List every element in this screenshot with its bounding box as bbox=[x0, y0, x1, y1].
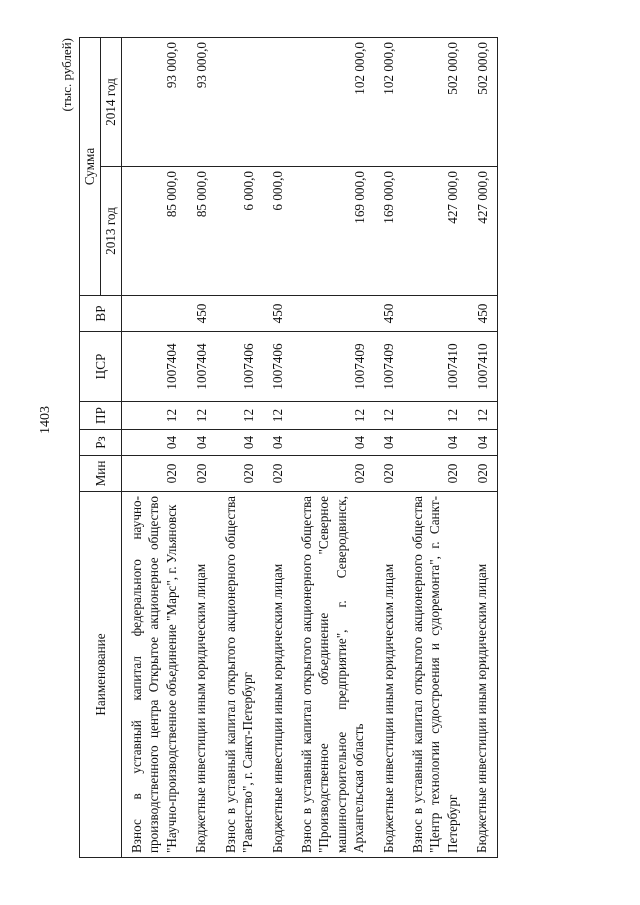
row-vr bbox=[403, 296, 467, 332]
row-pr: 12 bbox=[467, 402, 497, 430]
row-min: 020 bbox=[122, 456, 187, 492]
row-vr: 450 bbox=[186, 296, 215, 332]
row-vr bbox=[216, 296, 263, 332]
header-sum: Сумма bbox=[80, 38, 101, 296]
row-amount-2013: 169 000,0 bbox=[292, 167, 374, 296]
row-min: 020 bbox=[263, 456, 292, 492]
table-row bbox=[467, 38, 497, 858]
row-rz: 04 bbox=[186, 430, 215, 456]
table-row bbox=[374, 38, 403, 858]
row-vr bbox=[292, 296, 374, 332]
row-amount-2014: 93 000,0 bbox=[122, 38, 187, 167]
row-amount-2014: 93 000,0 bbox=[186, 38, 215, 167]
row-csr: 1007409 bbox=[292, 332, 374, 402]
row-name: Бюджетные инвестиции иным юридическим лицам bbox=[263, 492, 292, 858]
header-2013: 2013 год bbox=[101, 167, 122, 296]
row-csr: 1007409 bbox=[374, 332, 403, 402]
header-min: Мин bbox=[80, 456, 122, 492]
row-rz: 04 bbox=[403, 430, 467, 456]
row-name: Бюджетные инвестиции иным юридическим лицам bbox=[186, 492, 215, 858]
row-rz: 04 bbox=[216, 430, 263, 456]
row-min: 020 bbox=[292, 456, 374, 492]
row-csr: 1007406 bbox=[263, 332, 292, 402]
row-pr: 12 bbox=[122, 402, 187, 430]
row-vr: 450 bbox=[263, 296, 292, 332]
budget-table-rotated bbox=[59, 38, 549, 858]
row-vr bbox=[122, 296, 187, 332]
row-min: 020 bbox=[186, 456, 215, 492]
row-csr: 1007404 bbox=[186, 332, 215, 402]
table-body bbox=[122, 38, 498, 858]
row-pr: 12 bbox=[263, 402, 292, 430]
row-rz: 04 bbox=[467, 430, 497, 456]
row-amount-2014: 502 000,0 bbox=[403, 38, 467, 167]
row-amount-2013: 6 000,0 bbox=[216, 167, 263, 296]
row-amount-2013: 427 000,0 bbox=[467, 167, 497, 296]
row-amount-2013: 169 000,0 bbox=[374, 167, 403, 296]
row-rz: 04 bbox=[292, 430, 374, 456]
row-vr: 450 bbox=[374, 296, 403, 332]
row-csr: 1007404 bbox=[122, 332, 187, 402]
budget-table-wrapper bbox=[59, 38, 549, 858]
row-name: Взнос в уставный капитал открытого акционерного общества "Производственное объединение "Северное машиностроительное предприятие", г. Северодвинск, Архангельская область bbox=[292, 492, 374, 858]
row-pr: 12 bbox=[292, 402, 374, 430]
row-rz: 04 bbox=[263, 430, 292, 456]
page-number bbox=[34, 395, 58, 445]
units-label: (тыс. рублей) bbox=[59, 38, 74, 112]
row-csr: 1007410 bbox=[467, 332, 497, 402]
table-row bbox=[263, 38, 292, 858]
budget-table bbox=[79, 37, 498, 858]
header-2014: 2014 год bbox=[101, 38, 122, 167]
row-min: 020 bbox=[467, 456, 497, 492]
row-amount-2013: 427 000,0 bbox=[403, 167, 467, 296]
table-row bbox=[122, 38, 187, 858]
row-min: 020 bbox=[403, 456, 467, 492]
row-pr: 12 bbox=[216, 402, 263, 430]
row-name: Бюджетные инвестиции иным юридическим лицам bbox=[467, 492, 497, 858]
row-amount-2013: 85 000,0 bbox=[186, 167, 215, 296]
row-name: Бюджетные инвестиции иным юридическим лицам bbox=[374, 492, 403, 858]
row-vr: 450 bbox=[467, 296, 497, 332]
row-name: Взнос в уставный капитал открытого акционерного общества "Равенство", г. Санкт-Петербург bbox=[216, 492, 263, 858]
row-name: Взнос в уставный капитал открытого акционерного общества "Центр технологии судостроения и судоремонта", г. Санкт-Петербург bbox=[403, 492, 467, 858]
header-csr: ЦСР bbox=[80, 332, 122, 402]
row-pr: 12 bbox=[403, 402, 467, 430]
row-amount-2014: 102 000,0 bbox=[292, 38, 374, 167]
header-rz: Рз bbox=[80, 430, 122, 456]
row-amount-2014: 502 000,0 bbox=[467, 38, 497, 167]
row-rz: 04 bbox=[374, 430, 403, 456]
table-row bbox=[403, 38, 467, 858]
header-vr: ВР bbox=[80, 296, 122, 332]
row-amount-2013: 6 000,0 bbox=[263, 167, 292, 296]
row-pr: 12 bbox=[374, 402, 403, 430]
table-header bbox=[80, 38, 122, 858]
row-rz: 04 bbox=[122, 430, 187, 456]
table-row bbox=[186, 38, 215, 858]
row-name: Взнос в уставный капитал федерального научно-производственного центра Открытое акционерное общество "Научно-производственное объединение "Марс", г. Ульяновск bbox=[122, 492, 187, 858]
row-amount-2013: 85 000,0 bbox=[122, 167, 187, 296]
row-min: 020 bbox=[374, 456, 403, 492]
row-csr: 1007406 bbox=[216, 332, 263, 402]
row-amount-2014 bbox=[263, 38, 292, 167]
table-row bbox=[216, 38, 263, 858]
row-min: 020 bbox=[216, 456, 263, 492]
table-row bbox=[292, 38, 374, 858]
page-number-text: 1403 bbox=[38, 406, 53, 434]
row-amount-2014: 102 000,0 bbox=[374, 38, 403, 167]
row-pr: 12 bbox=[186, 402, 215, 430]
header-name: Наименование bbox=[80, 492, 122, 858]
row-amount-2014 bbox=[216, 38, 263, 167]
header-pr: ПР bbox=[80, 402, 122, 430]
row-csr: 1007410 bbox=[403, 332, 467, 402]
